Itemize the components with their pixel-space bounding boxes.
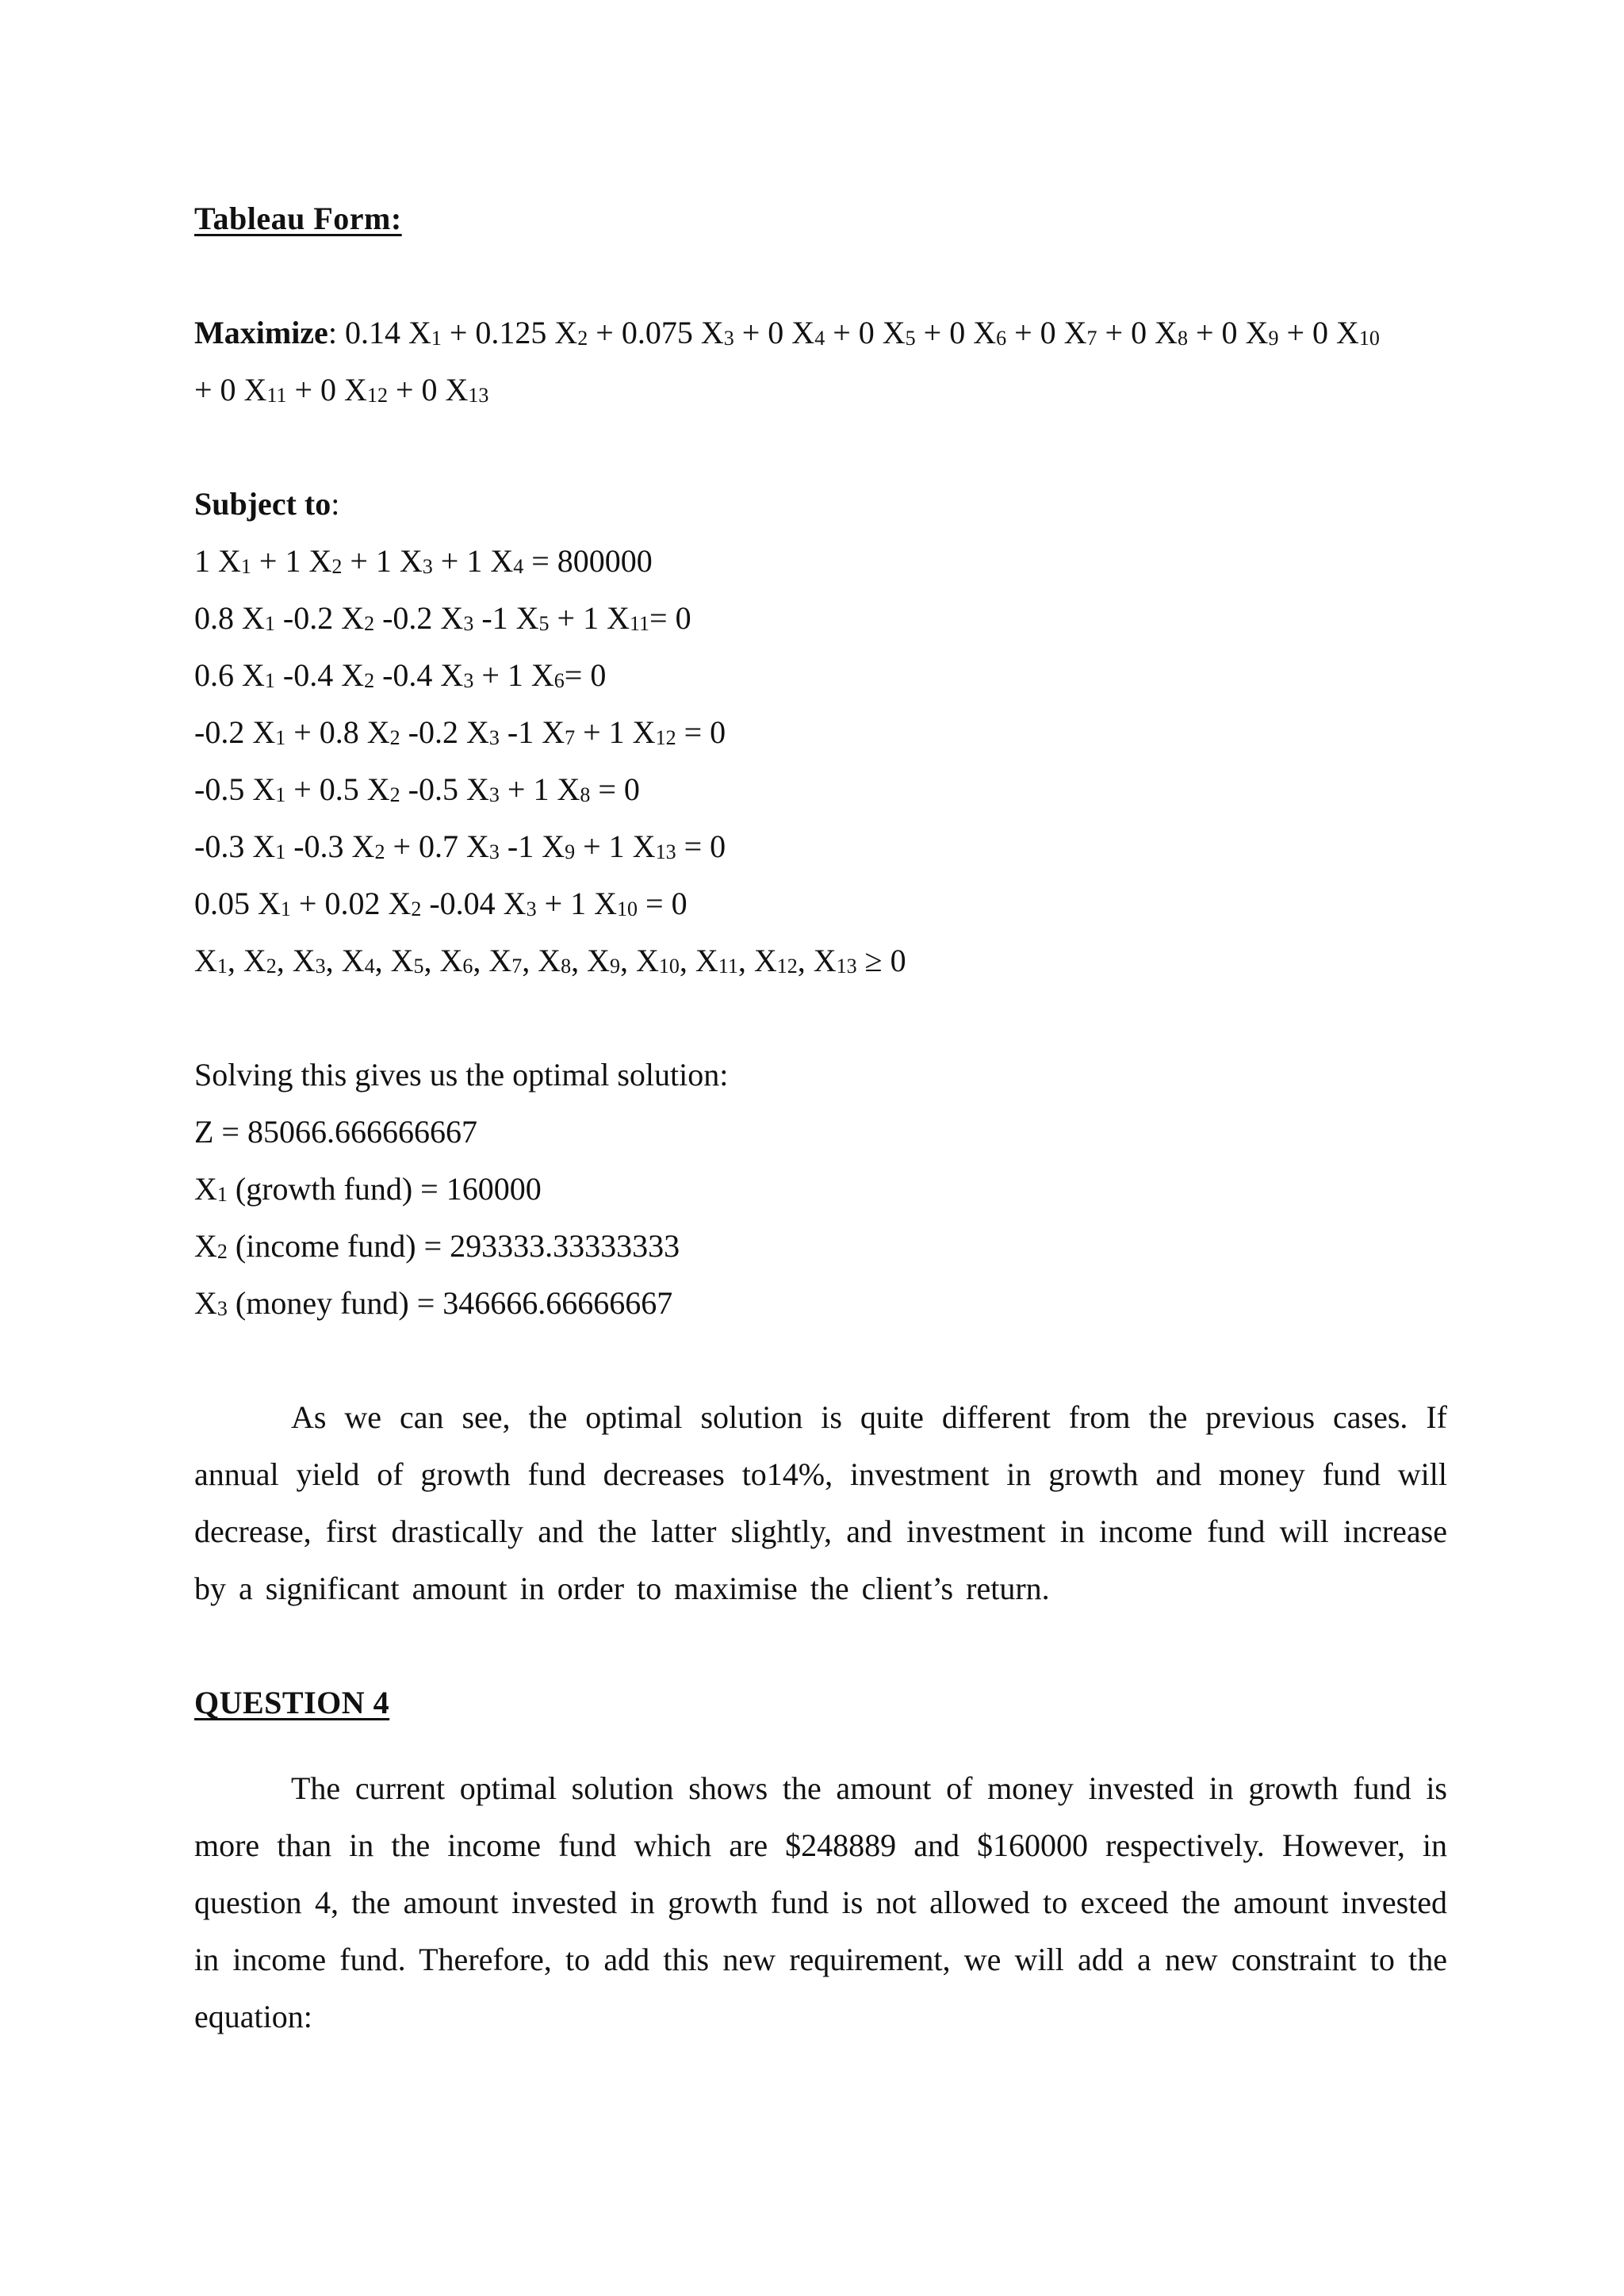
math-subscript: 8 xyxy=(580,783,591,806)
objective-terms-2 xyxy=(194,372,488,408)
solution-rest: (income fund) = 293333.33333333 xyxy=(227,1228,680,1264)
objective-colon: : xyxy=(327,315,337,350)
question-4-heading: QUESTION 4 xyxy=(194,1685,390,1720)
math-term: = 800000 xyxy=(523,543,653,579)
math-term: + 0.7 X xyxy=(385,828,489,864)
math-subscript: 1 xyxy=(264,612,275,635)
math-term: -1 X xyxy=(473,600,539,636)
math-subscript: 3 xyxy=(526,897,537,920)
math-subscript: 3 xyxy=(463,612,474,635)
math-subscript: 6 xyxy=(553,669,565,692)
math-subscript: 3 xyxy=(463,669,474,692)
math-subscript: 3 xyxy=(315,955,326,978)
solution-x1 xyxy=(194,1161,1447,1218)
math-term: + 0 X xyxy=(387,372,469,408)
math-term: -0.4 X xyxy=(274,657,365,693)
math-subscript: 4 xyxy=(364,955,375,978)
math-term: , X xyxy=(679,943,718,978)
math-term: , X xyxy=(797,943,837,978)
math-term: -0.2 X xyxy=(274,600,365,636)
objective-line-1 xyxy=(194,304,1447,362)
tableau-form-heading: Tableau Form: xyxy=(194,201,402,236)
math-subscript: 4 xyxy=(814,327,825,350)
math-term: + 1 X xyxy=(575,828,656,864)
math-subscript: 2 xyxy=(577,327,588,350)
math-term: -1 X xyxy=(499,828,565,864)
math-subscript: 12 xyxy=(655,726,676,749)
math-term: + 0.02 X xyxy=(290,886,412,921)
question-4-paragraph: The current optimal solution shows the amount of money invested in growth fund is more than in the income fund which are $248889 and $160000 respectively. However, in question 4, the amount invested in growth fund is not allowed to exceed the amount invested in income fund. Therefore, to add this new requirement, we will add a new constraint to the equation: xyxy=(194,1770,1447,2034)
math-term: , X xyxy=(423,943,463,978)
math-subscript: 11 xyxy=(630,612,650,635)
math-term: = 0 xyxy=(676,828,726,864)
math-term: -0.2 X xyxy=(400,714,489,750)
math-subscript: 10 xyxy=(658,955,680,978)
solution-z-value: Z = 85066.666666667 xyxy=(194,1114,477,1150)
solution-x3 xyxy=(194,1275,1447,1332)
math-subscript: 2 xyxy=(364,612,375,635)
constraint-row xyxy=(194,704,1447,761)
math-subscript: 13 xyxy=(836,955,857,978)
math-term: + 0 X xyxy=(1006,315,1087,350)
solution-var: X xyxy=(194,1285,217,1321)
math-term: , X xyxy=(620,943,659,978)
math-term: = 0 xyxy=(649,600,691,636)
constraints-label: Subject to xyxy=(194,486,331,522)
math-term: -0.04 X xyxy=(421,886,527,921)
math-subscript: 3 xyxy=(723,327,734,350)
math-term: + 0.075 X xyxy=(588,315,724,350)
math-term: -0.5 X xyxy=(400,771,489,807)
math-subscript: 9 xyxy=(610,955,621,978)
math-subscript: 1 xyxy=(280,897,291,920)
math-term: , X xyxy=(227,943,266,978)
math-term: -0.3 X xyxy=(285,828,375,864)
solution-x2 xyxy=(194,1218,1447,1275)
solution-var: X xyxy=(194,1171,217,1207)
solution-sub: 1 xyxy=(216,1183,228,1206)
constraints-colon: : xyxy=(331,486,340,522)
solution-sub: 3 xyxy=(216,1297,228,1320)
math-term: + 1 X xyxy=(575,714,656,750)
math-term: -0.3 X xyxy=(194,828,276,864)
math-term: + 0 X xyxy=(915,315,997,350)
math-subscript: 9 xyxy=(565,840,576,863)
math-term: 0.05 X xyxy=(194,886,281,921)
math-subscript: 3 xyxy=(422,555,433,578)
math-term: + 0 X xyxy=(1278,315,1359,350)
math-term: + 0 X xyxy=(194,372,267,408)
non-negativity-row xyxy=(194,932,1447,989)
math-subscript: 5 xyxy=(413,955,424,978)
math-term: + 1 X xyxy=(549,600,630,636)
math-term: + 1 X xyxy=(536,886,618,921)
math-subscript: 2 xyxy=(364,669,375,692)
math-term: -0.2 X xyxy=(374,600,464,636)
math-subscript: 1 xyxy=(431,327,442,350)
math-term: = 0 xyxy=(638,886,688,921)
math-term: + 0 X xyxy=(825,315,906,350)
math-term: , X xyxy=(737,943,777,978)
math-term: + 0.8 X xyxy=(285,714,390,750)
math-term: -0.5 X xyxy=(194,771,276,807)
math-subscript: 6 xyxy=(996,327,1007,350)
math-term: = 0 xyxy=(564,657,607,693)
solution-sub: 2 xyxy=(216,1240,228,1263)
math-term: , X xyxy=(571,943,611,978)
math-subscript: 6 xyxy=(462,955,473,978)
math-subscript: 11 xyxy=(266,384,287,407)
objective-terms-1 xyxy=(345,315,1380,350)
math-subscript: 2 xyxy=(389,783,400,806)
math-subscript: 4 xyxy=(513,555,524,578)
solution-rest: (growth fund) = 160000 xyxy=(227,1171,542,1207)
math-term: + 0 X xyxy=(1188,315,1269,350)
constraint-row xyxy=(194,761,1447,818)
constraints-heading-line xyxy=(194,476,1447,533)
math-term: + 0 X xyxy=(1097,315,1178,350)
math-subscript: 1 xyxy=(264,669,275,692)
math-subscript: 7 xyxy=(511,955,523,978)
math-subscript: 3 xyxy=(488,840,500,863)
math-term: , X xyxy=(522,943,561,978)
math-subscript: 2 xyxy=(389,726,400,749)
math-term: -1 X xyxy=(499,714,565,750)
solution-rest: (money fund) = 346666.66666667 xyxy=(227,1285,673,1321)
math-subscript: 9 xyxy=(1268,327,1279,350)
math-term: = 0 xyxy=(676,714,726,750)
math-term: ≥ 0 xyxy=(856,943,906,978)
math-subscript: 8 xyxy=(1178,327,1188,350)
math-term: + 1 X xyxy=(251,543,332,579)
math-subscript: 12 xyxy=(366,384,388,407)
math-subscript: 10 xyxy=(1358,327,1380,350)
constraint-row xyxy=(194,875,1447,932)
math-term: + 0 X xyxy=(733,315,815,350)
constraint-row xyxy=(194,590,1447,647)
objective-label: Maximize xyxy=(194,315,328,350)
math-subscript: 1 xyxy=(216,955,228,978)
math-term: 0.14 X xyxy=(344,315,431,350)
math-subscript: 1 xyxy=(240,555,251,578)
math-subscript: 7 xyxy=(1086,327,1097,350)
math-term: , X xyxy=(374,943,414,978)
math-subscript: 2 xyxy=(411,897,422,920)
math-subscript: 1 xyxy=(275,840,286,863)
math-subscript: 2 xyxy=(374,840,385,863)
math-subscript: 5 xyxy=(905,327,916,350)
math-term: 0.8 X xyxy=(194,600,265,636)
solution-intro: Solving this gives us the optimal solution: xyxy=(194,1057,729,1093)
math-subscript: 10 xyxy=(617,897,638,920)
math-subscript: 2 xyxy=(266,955,277,978)
math-term: + 1 X xyxy=(432,543,514,579)
math-term: + 1 X xyxy=(342,543,423,579)
math-term: -0.2 X xyxy=(194,714,276,750)
math-subscript: 1 xyxy=(275,726,286,749)
math-term: = 0 xyxy=(590,771,640,807)
solution-var: X xyxy=(194,1228,217,1264)
math-term: 1 X xyxy=(194,543,241,579)
math-subscript: 3 xyxy=(488,726,500,749)
constraint-row xyxy=(194,647,1447,704)
math-subscript: 13 xyxy=(468,384,489,407)
constraint-row xyxy=(194,818,1447,875)
math-subscript: 5 xyxy=(538,612,550,635)
math-term: + 0.125 X xyxy=(441,315,578,350)
constraint-row xyxy=(194,533,1447,590)
math-term: + 0 X xyxy=(286,372,367,408)
math-term: + 0.5 X xyxy=(285,771,390,807)
math-subscript: 2 xyxy=(331,555,343,578)
math-term: + 1 X xyxy=(499,771,580,807)
page-content xyxy=(194,190,1447,2045)
math-subscript: 13 xyxy=(655,840,676,863)
objective-line-2 xyxy=(194,362,1447,419)
math-term: , X xyxy=(473,943,512,978)
math-subscript: 3 xyxy=(488,783,500,806)
math-term: X xyxy=(194,943,217,978)
discussion-paragraph: As we can see, the optimal solution is quite different from the previous cases. If annual yield of growth fund decreases to14%, investment in growth and money fund will decrease, first drastically and the latter slightly, and investment in income fund will increase by a significant amount in order to maximise the client’s return. xyxy=(194,1399,1447,1606)
math-subscript: 7 xyxy=(565,726,576,749)
math-term: 0.6 X xyxy=(194,657,265,693)
math-term: + 1 X xyxy=(473,657,554,693)
math-subscript: 8 xyxy=(561,955,572,978)
math-subscript: 12 xyxy=(776,955,798,978)
math-term: -0.4 X xyxy=(374,657,464,693)
math-term: , X xyxy=(276,943,316,978)
math-term: , X xyxy=(325,943,365,978)
math-subscript: 11 xyxy=(718,955,738,978)
math-subscript: 1 xyxy=(275,783,286,806)
